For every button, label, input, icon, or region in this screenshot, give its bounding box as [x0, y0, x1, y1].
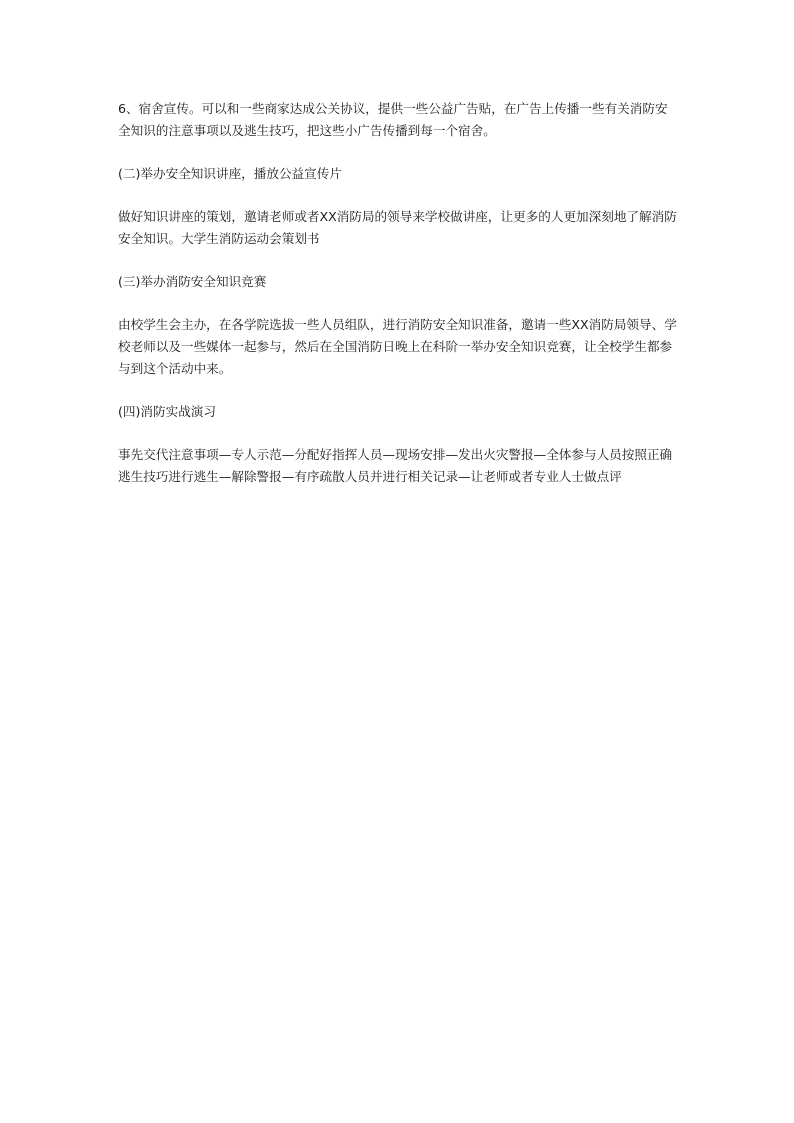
section-heading-lecture: (二)举办安全知识讲座，播放公益宣传片: [118, 166, 342, 181]
paragraph-dormitory-promotion: 6、宿舍宣传。可以和一些商家达成公关协议，提供一些公益广告贴，在广告上传播一些有关消防安全知识的注意事项以及逃生技巧，把这些小广告传播到每一个宿舍。: [118, 101, 668, 138]
document-body: [118, 98, 680, 509]
paragraph-drill-steps: 事先交代注意事项—专人示范—分配好指挥人员—现场安排—发出火灾警报—全体参与人员按照正确逃生技巧进行逃生—解除警报—有序疏散人员并进行相关记录—让老师或者专业人士做点评: [118, 447, 673, 484]
paragraph-lecture-plan: 做好知识讲座的策划，邀请老师或者XX消防局的领导来学校做讲座，让更多的人更加深刻地了解消防安全知识。大学生消防运动会策划书: [118, 209, 677, 246]
section-heading-contest: (三)举办消防安全知识竞赛: [118, 274, 267, 289]
section-heading-drill: (四)消防实战演习: [118, 404, 216, 419]
paragraph-contest-plan: 由校学生会主办，在各学院选拔一些人员组队，进行消防安全知识准备，邀请一些XX消防局领导、学校老师以及一些媒体一起参与，然后在全国消防日晚上在科阶一举办安全知识竞赛，让全校学生都参与到这个活动中来。: [118, 317, 677, 376]
